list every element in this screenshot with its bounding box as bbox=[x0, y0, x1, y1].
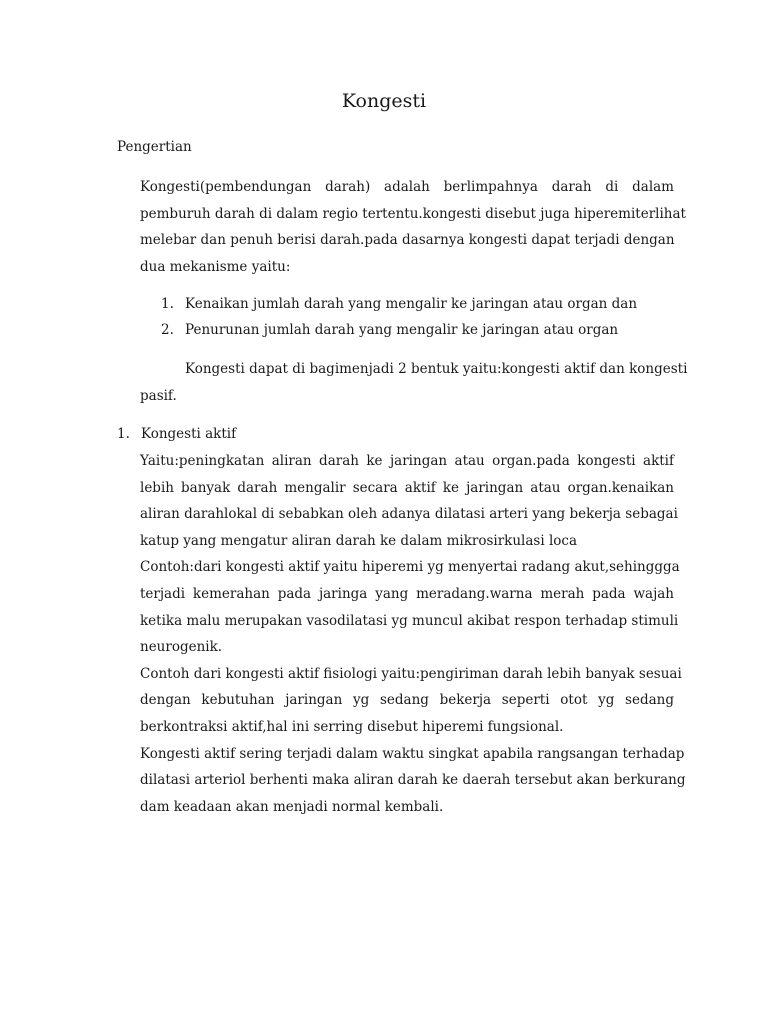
mechanism-item bbox=[161, 320, 618, 340]
paragraph-line: Kongesti(pembendungan darah) adalah berlimpahnya darah di dalam bbox=[140, 179, 674, 195]
kongesti-aktif-body bbox=[140, 448, 686, 820]
paragraph-line: dilatasi arteriol berhenti maka aliran darah ke daerah tersebut akan berkurang bbox=[140, 772, 686, 789]
document-title: Kongesti bbox=[341, 90, 427, 112]
paragraph-line: pemburuh darah di dalam regio tertentu.kongesti disebut juga hiperemiterlihat bbox=[140, 205, 686, 222]
forms-paragraph bbox=[140, 356, 688, 409]
paragraph-line: Contoh:dari kongesti aktif yaitu hiperemi yg menyertai radang akut,sehinggga bbox=[140, 559, 680, 576]
paragraph-line: melebar dan penuh berisi darah.pada dasarnya kongesti dapat terjadi dengan bbox=[140, 232, 675, 249]
list-number: 1. bbox=[161, 296, 174, 312]
paragraph-line: pasif. bbox=[140, 387, 177, 404]
paragraph-line: terjadi kemerahan pada jaringa yang meradang.warna merah pada wajah bbox=[140, 585, 674, 602]
section-heading-pengertian: Pengertian bbox=[117, 139, 192, 155]
paragraph-line: Contoh dari kongesti aktif fisiologi yaitu:pengiriman darah lebih banyak sesuai bbox=[140, 665, 682, 682]
section-number: 1. bbox=[117, 426, 130, 442]
intro-paragraph bbox=[140, 174, 686, 280]
list-number: 2. bbox=[161, 322, 174, 338]
paragraph-line: dua mekanisme yaitu: bbox=[140, 258, 291, 275]
paragraph-line: lebih banyak darah mengalir secara aktif ke jaringan atau organ.kenaikan bbox=[140, 479, 674, 496]
paragraph-line: berkontraksi aktif,hal ini serring disebut hiperemi fungsional. bbox=[140, 718, 564, 735]
section-heading-kongesti-aktif bbox=[117, 424, 236, 444]
paragraph-line: aliran darahlokal di sebabkan oleh adanya dilatasi arteri yang bekerja sebagai bbox=[140, 506, 678, 523]
section-title: Kongesti aktif bbox=[141, 426, 237, 442]
paragraph-line: Yaitu:peningkatan aliran darah ke jaringan atau organ.pada kongesti aktif bbox=[140, 453, 674, 469]
paragraph-line: Kongesti dapat di bagimenjadi 2 bentuk yaitu:kongesti aktif dan kongesti bbox=[185, 361, 688, 377]
paragraph-line: katup yang mengatur aliran darah ke dalam mikrosirkulasi loca bbox=[140, 532, 577, 549]
paragraph-line: dengan kebutuhan jaringan yg sedang bekerja seperti otot yg sedang bbox=[140, 692, 674, 709]
paragraph-line: ketika malu merupakan vasodilatasi yg muncul akibat respon terhadap stimuli bbox=[140, 612, 679, 629]
paragraph-line: dam keadaan akan menjadi normal kembali. bbox=[140, 798, 444, 815]
paragraph-line: neurogenik. bbox=[140, 639, 223, 656]
list-text: Kenaikan jumlah darah yang mengalir ke jaringan atau organ dan bbox=[185, 296, 638, 312]
paragraph-line: Kongesti aktif sering terjadi dalam waktu singkat apabila rangsangan terhadap bbox=[140, 745, 685, 762]
mechanism-item bbox=[161, 294, 637, 314]
list-text: Penurunan jumlah darah yang mengalir ke jaringan atau organ bbox=[185, 322, 619, 338]
